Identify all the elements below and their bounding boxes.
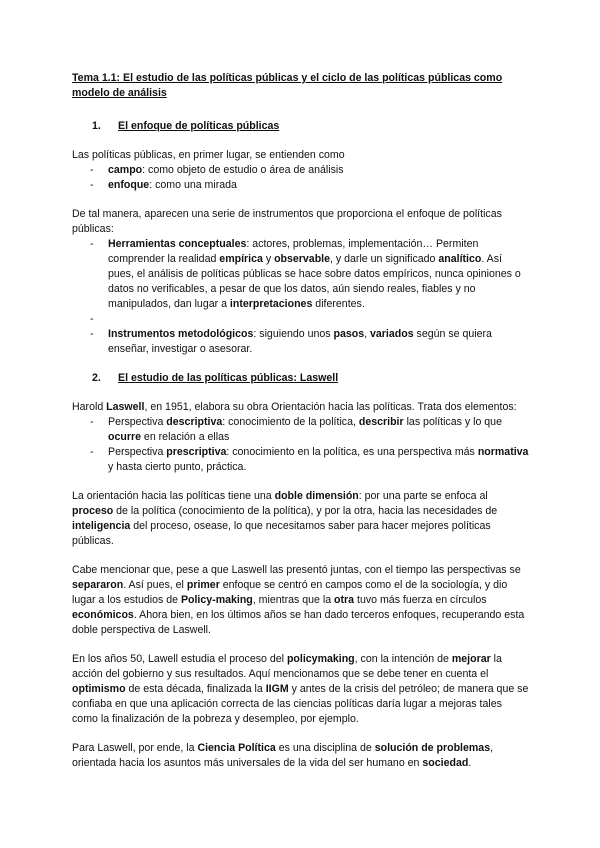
- list-item: - Instrumentos metodológicos: siguiendo unos pasos, variados según se quiera enseñar, investigar o asesorar.: [72, 327, 530, 357]
- section-number: 1.: [92, 120, 101, 132]
- perspectives-list: [72, 415, 530, 475]
- list-item: - Perspectiva descriptiva: conocimiento de la política, describir las políticas y lo que ocurre en relación a ellas: [72, 415, 530, 445]
- section-number: 2.: [92, 372, 101, 384]
- section-title: El enfoque de políticas públicas: [118, 120, 280, 132]
- paragraph: De tal manera, aparecen una serie de instrumentos que proporciona el enfoque de políticas públicas:: [72, 208, 502, 235]
- section-1-heading: [72, 119, 530, 134]
- document-title: Tema 1.1: El estudio de las políticas públicas y el ciclo de las políticas públicas como modelo de análisis: [72, 72, 503, 99]
- paragraph: En los años 50, Lawell estudia el proceso del policymaking, con la intención de mejorar la acción del gobierno y sus resultados. Aquí mencionamos que se debe tener en cuenta el optimismo de esta década, finalizada la IIGM y antes de la crisis del petróleo; de manera que se confiaba en que una aplicación correcta de las ciencias políticas daría lugar a mejoras tales como la finalización de la pobreza y desempleo, por ejemplo.: [72, 653, 529, 725]
- section-2-heading: [72, 371, 530, 386]
- list-item: - enfoque: como una mirada: [72, 178, 530, 193]
- paragraph: Harold Laswell, en 1951, elabora su obra Orientación hacia las políticas. Trata dos elementos:: [72, 401, 517, 413]
- definition-list: [72, 163, 530, 193]
- paragraph: Cabe mencionar que, pese a que Laswell las presentó juntas, con el tiempo las perspectivas se separaron. Así pues, el primer enfoque se centró en campos como el de la sociología, y dio lugar a los estudios de Policy-making, mientras que la otra tuvo más fuerza en círculos económicos. Ahora bien, en los últimos años se han dado terceros enfoques, recuperando esta doble perspectiva de Laswell.: [72, 564, 525, 636]
- paragraph: Para Laswell, por ende, la Ciencia Política es una disciplina de solución de problemas, orientada hacia los asuntos más universales de la vida del ser humano en sociedad.: [72, 742, 494, 769]
- instruments-list: [72, 237, 530, 357]
- paragraph: Las políticas públicas, en primer lugar, se entienden como: [72, 149, 345, 161]
- section-title: El estudio de las políticas públicas: Laswell: [118, 372, 339, 384]
- list-item: - Herramientas conceptuales: actores, problemas, implementación… Permiten comprender la realidad empírica y observable, y darle un significado analítico. Así pues, el análisis de políticas públicas se hace sobre datos empíricos, nunca opiniones o datos no verificables, a pesar de que los datos, aún siendo reales, fiables y no manipulados, dan lugar a interpretaciones diferentes.: [72, 237, 530, 312]
- paragraph: La orientación hacia las políticas tiene una doble dimensión: por una parte se enfoca al proceso de la política (conocimiento de la política), y por la otra, hacia las necesidades de inteligencia del proceso, osease, lo que necesitamos saber para hacer mejores políticas públicas.: [72, 490, 498, 547]
- list-item: - Perspectiva prescriptiva: conocimiento en la política, es una perspectiva más normativa y hasta cierto punto, práctica.: [72, 445, 530, 475]
- list-item: - campo: como objeto de estudio o área de análisis: [72, 163, 530, 178]
